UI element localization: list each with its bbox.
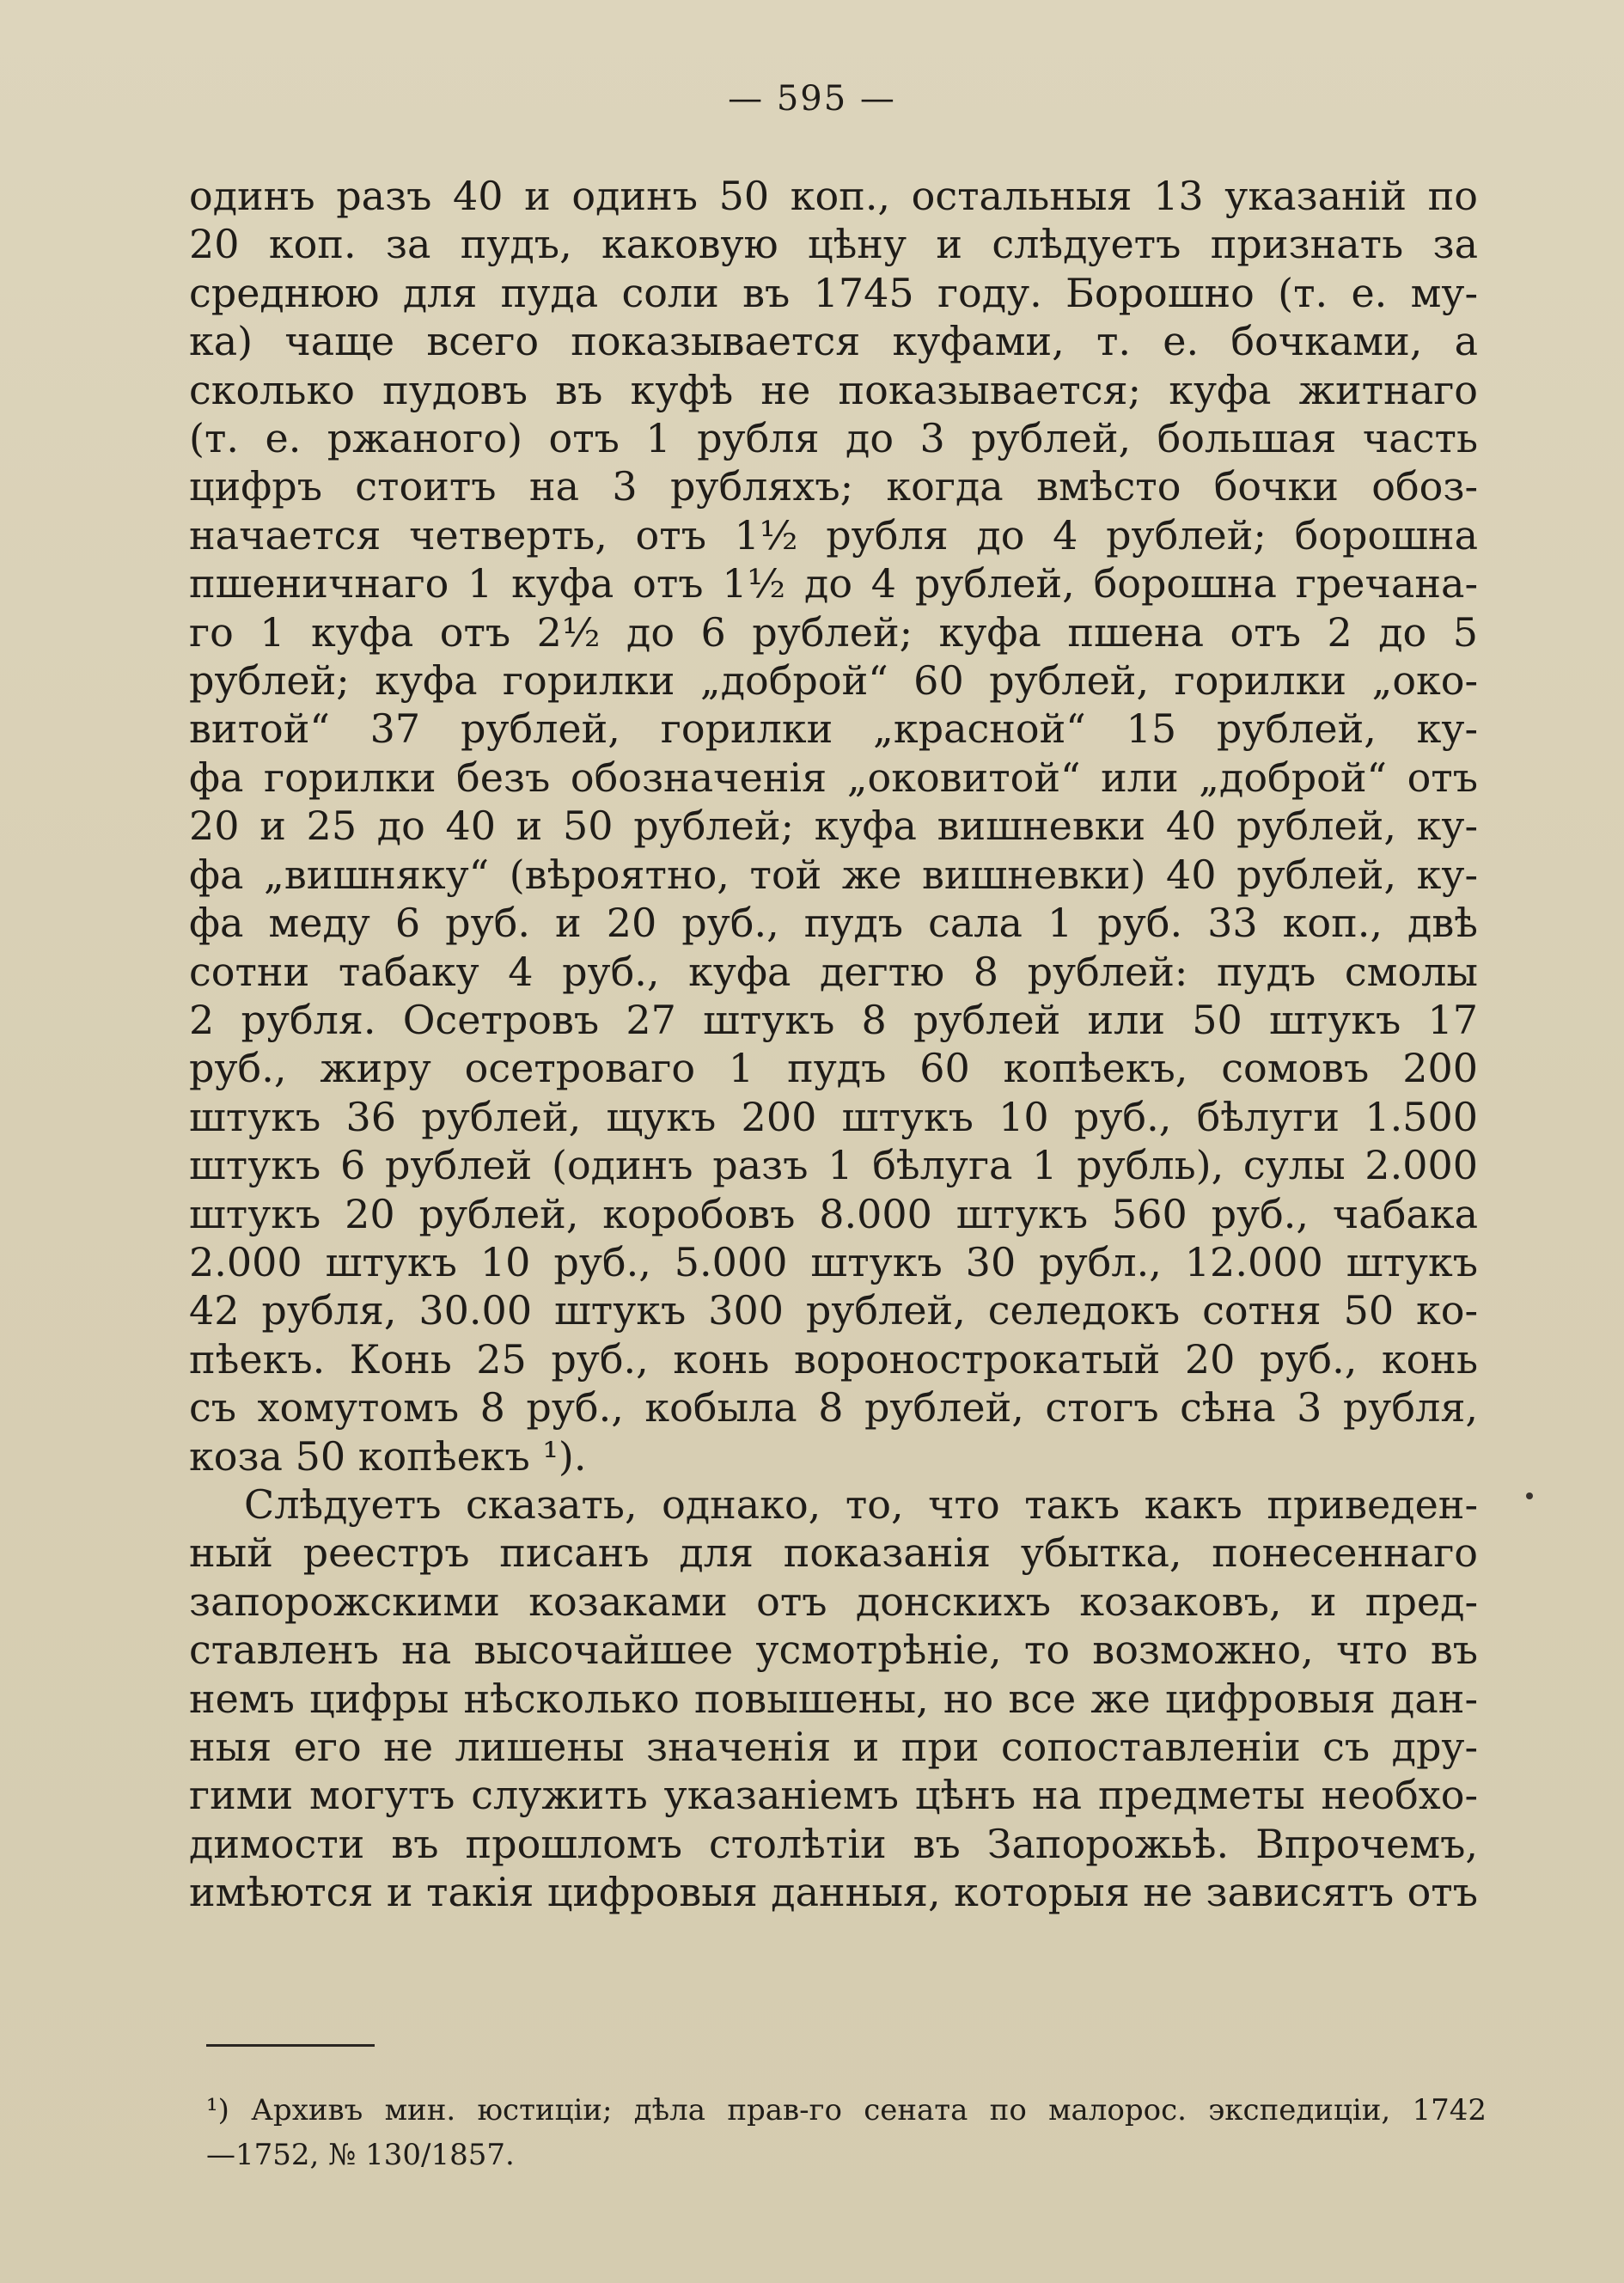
text-line: сколько пудовъ въ куфѣ не показывается; куфа житнаго: [189, 366, 1478, 413]
text-line: одинъ разъ 40 и одинъ 50 коп., остальныя 13 указаній по: [189, 173, 1478, 219]
text-line: го 1 куфа отъ 2½ до 6 рублей; куфа пшена отъ 2 до 5: [189, 608, 1478, 656]
text-line: среднюю для пуда соли въ 1745 году. Борошно (т. е. му-: [189, 269, 1478, 316]
paragraph-1: [189, 172, 1478, 1480]
text-line: 2 рубля. Осетровъ 27 штукъ 8 рублей или 50 штукъ 17: [189, 996, 1478, 1043]
print-speck: [1526, 1492, 1533, 1499]
text-line: пѣекъ. Конь 25 руб., конь вороностpокатый 20 руб., конь: [189, 1335, 1478, 1383]
text-line: витой“ 37 рублей, горилки „красной“ 15 рублей, ку-: [189, 705, 1478, 753]
text-line: фа горилки безъ обозначенія „оковитой“ или „доброй“ отъ: [189, 754, 1478, 801]
text-line: штукъ 6 рублей (одинъ разъ 1 бѣлуга 1 рубль), сулы 2.000: [189, 1142, 1478, 1189]
paragraph-2: [189, 1480, 1478, 1917]
text-line: ныя его не лишены значенія и при сопоставленіи съ дру-: [189, 1724, 1478, 1770]
page-number: — 595 —: [728, 79, 896, 119]
text-line: руб., жиру осетроваго 1 пудъ 60 копѣекъ, сомовъ 200: [189, 1045, 1478, 1092]
footnote-line: —1752, № 130/1857.: [206, 2138, 515, 2172]
footnote-line: ¹) Архивъ мин. юстиціи; дѣла прав-го сената по малорос. экспедиціи, 1742: [206, 2093, 1487, 2127]
text-line: имѣются и такія цифровыя данныя, которыя не зависятъ отъ: [189, 1869, 1478, 1916]
text-line: сотни табаку 4 руб., куфа дегтю 8 рублей: пудъ смолы: [189, 948, 1478, 995]
text-line: запорожскими козаками отъ донскихъ козаковъ, и пред-: [189, 1578, 1478, 1625]
text-line: 20 коп. за пудъ, каковую цѣну и слѣдуетъ признать за: [189, 221, 1478, 268]
text-line: димости въ прошломъ столѣтіи въ Запорожьѣ. Впрочемъ,: [189, 1820, 1478, 1867]
text-line: 2.000 штукъ 10 руб., 5.000 штукъ 30 рубл., 12.000 штукъ: [189, 1238, 1478, 1285]
text-line: фа „вишняку“ (вѣроятно, той же вишневки) 40 рублей, ку-: [189, 851, 1478, 898]
text-line: штукъ 20 рублей, коробовъ 8.000 штукъ 560 руб., чабака: [189, 1190, 1478, 1237]
text-line: цифръ стоитъ на 3 рубляхъ; когда вмѣсто бочки обоз-: [189, 463, 1478, 510]
main-text: [189, 172, 1478, 1917]
text-line: ный реестръ писанъ для показанія убытка, понесеннаго: [189, 1529, 1478, 1577]
footnotes: [206, 2088, 1487, 2177]
text-line: начается четверть, отъ 1½ рубля до 4 рублей; борошна: [189, 511, 1478, 559]
text-line: штукъ 36 рублей, щукъ 200 штукъ 10 руб., бѣлуги 1.500: [189, 1093, 1478, 1140]
text-line: Слѣдуетъ сказать, однако, то, что такъ какъ приведен-: [244, 1480, 1478, 1528]
text-line: гими могутъ служить указаніемъ цѣнъ на предметы необхо-: [189, 1772, 1478, 1819]
text-line: 42 рубля, 30.00 штукъ 300 рублей, селедокъ сотня 50 ко-: [189, 1287, 1478, 1334]
text-line: рублей; куфа горилки „доброй“ 60 рублей, горилки „око-: [189, 657, 1478, 705]
text-line: немъ цифры нѣсколько повышены, но все же цифровыя дан-: [189, 1675, 1478, 1722]
text-line: ка) чаще всего показывается куфами, т. е. бочками, а: [189, 318, 1478, 365]
footnote-separator: [206, 2044, 375, 2047]
text-line: фа меду 6 руб. и 20 руб., пудъ сала 1 руб. 33 коп., двѣ: [189, 900, 1478, 947]
text-line: съ хомутомъ 8 руб., кобыла 8 рублей, стогъ сѣна 3 рубля,: [189, 1384, 1478, 1431]
text-line: ставленъ на высочайшее усмотрѣніе, то возможно, что въ: [189, 1627, 1478, 1674]
text-line: коза 50 копѣекъ ¹).: [189, 1432, 587, 1480]
text-line: (т. е. ржаного) отъ 1 рубля до 3 рублей, большая часть: [189, 415, 1478, 462]
text-line: пшеничнаго 1 куфа отъ 1½ до 4 рублей, борошна гречана-: [189, 560, 1478, 607]
text-line: 20 и 25 до 40 и 50 рублей; куфа вишневки 40 рублей, ку-: [189, 803, 1478, 850]
